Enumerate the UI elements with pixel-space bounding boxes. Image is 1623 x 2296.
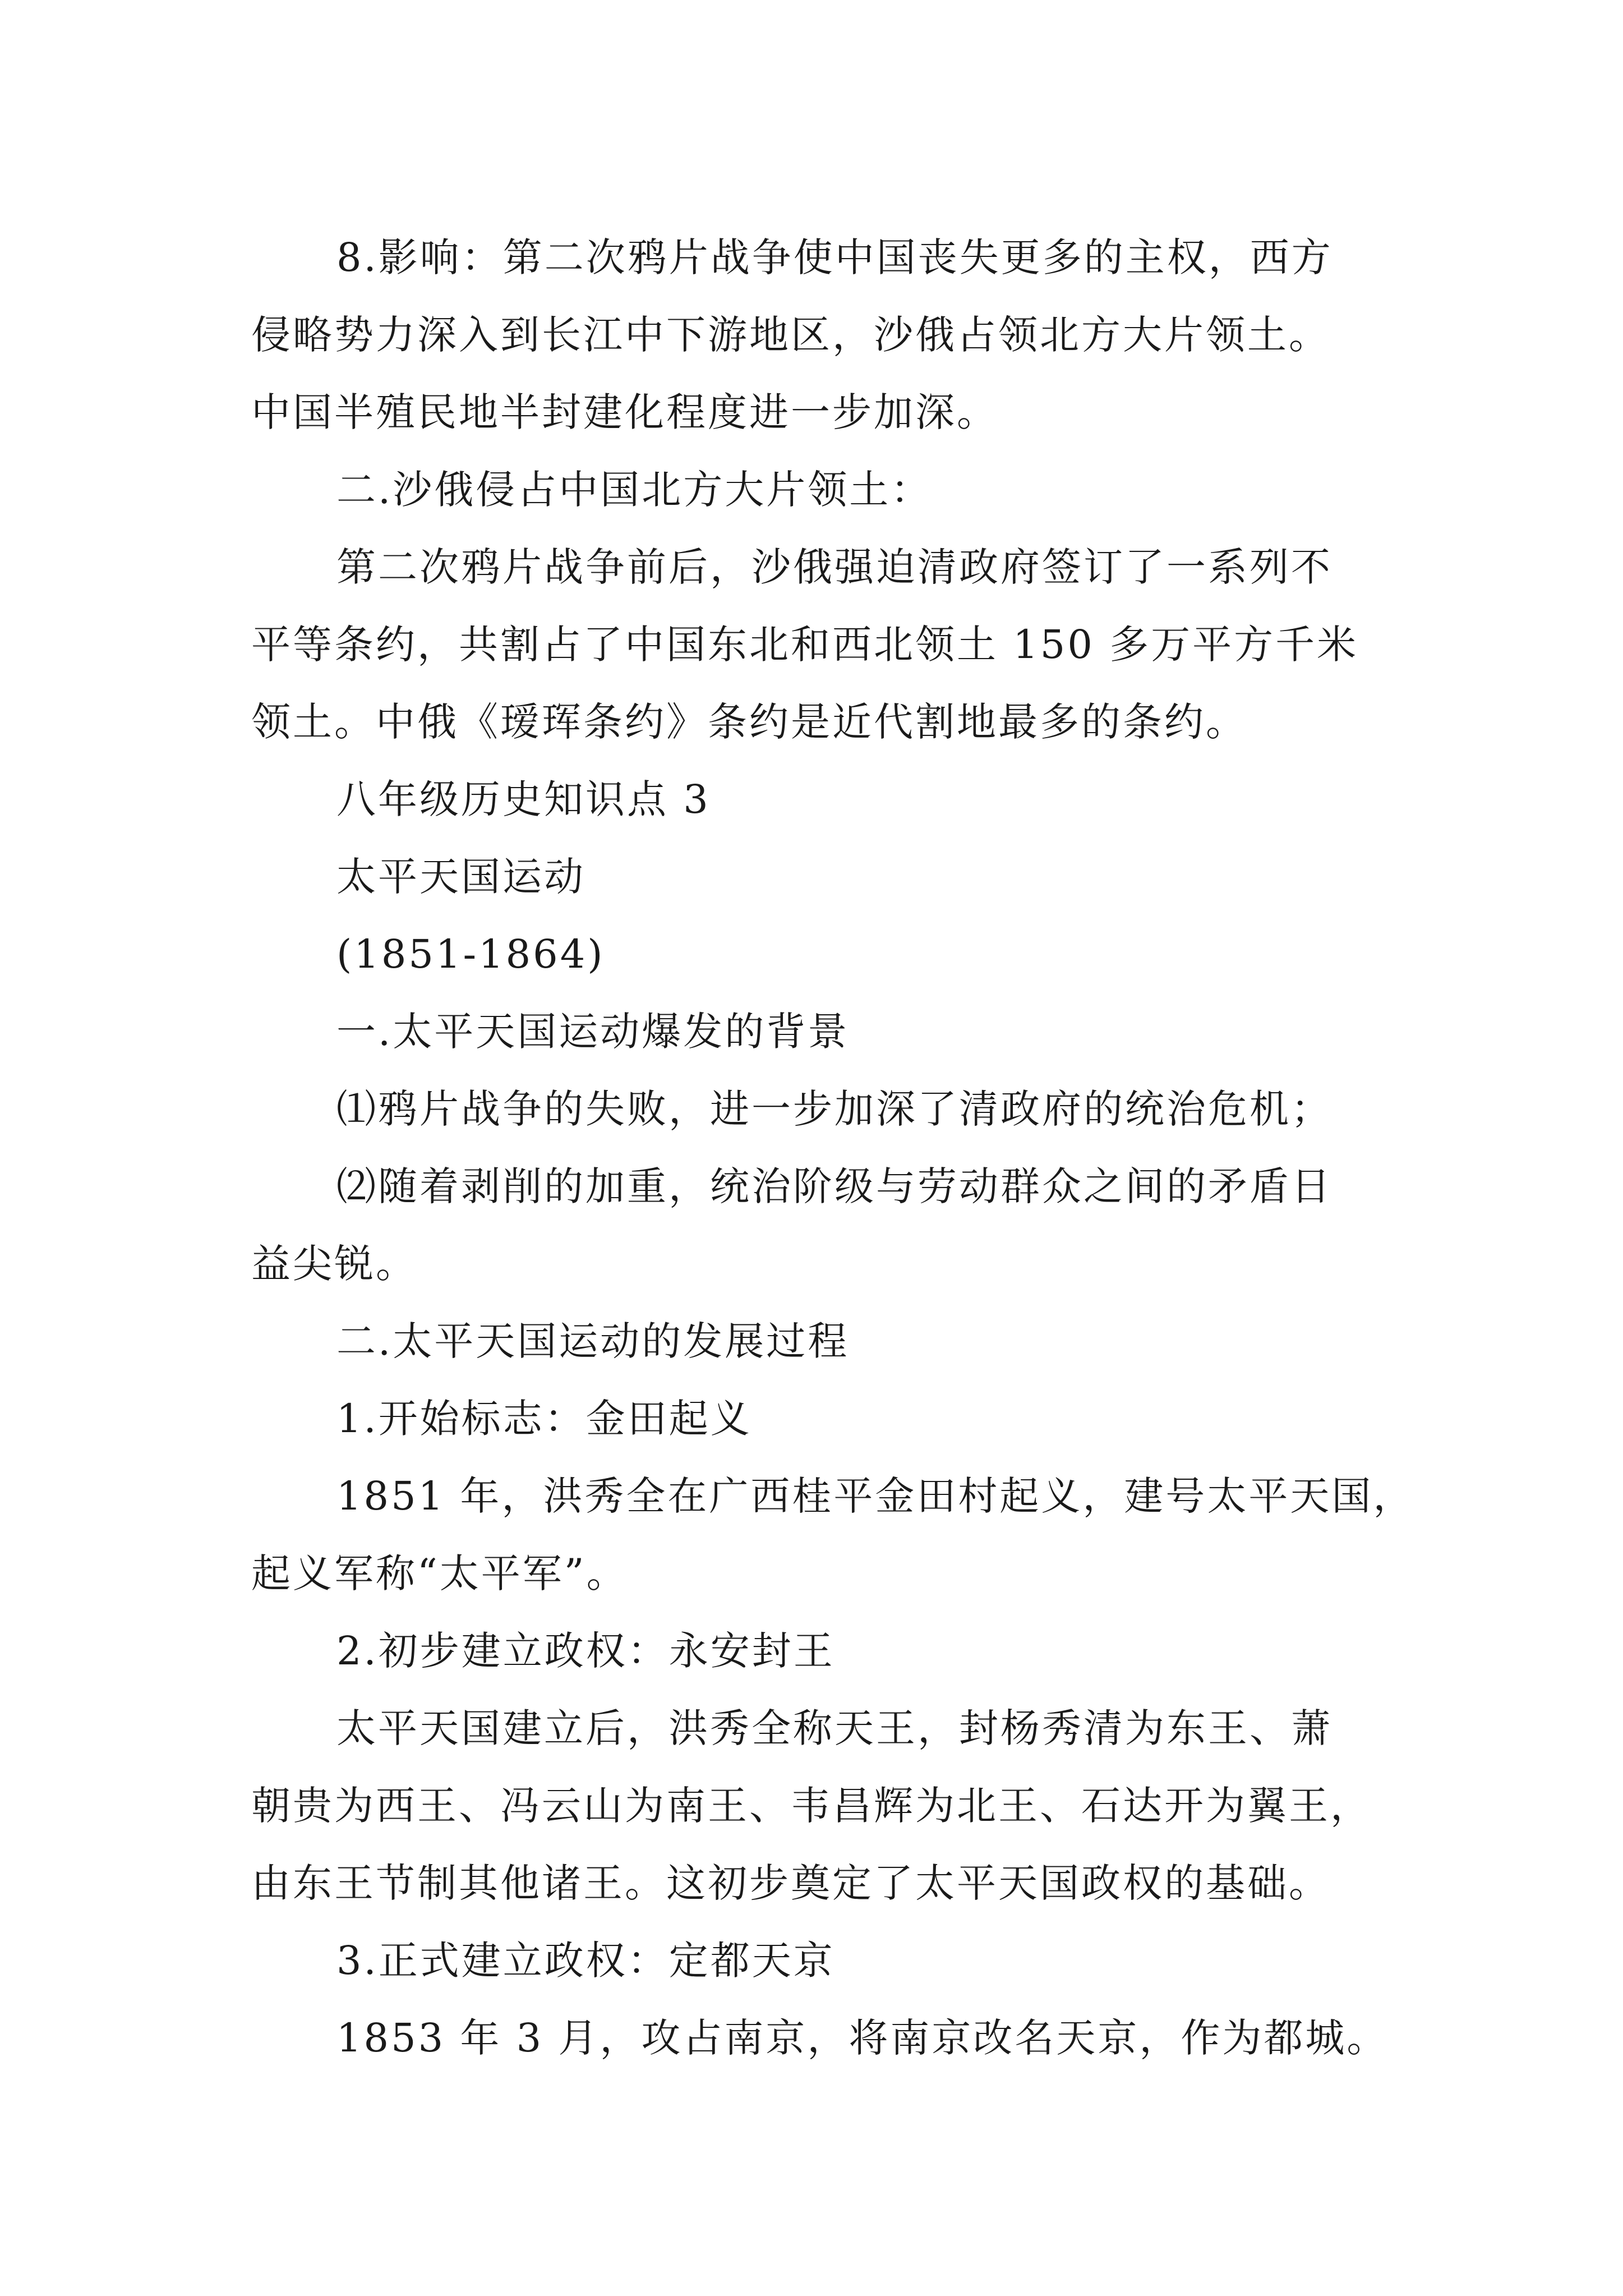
- text-line: 朝贵为西王、冯云山为南王、韦昌辉为北王、石达开为翼王，: [251, 1783, 1372, 1829]
- list-item: ⑵随着剥削的加重，统治阶级与劳动群众之间的矛盾日: [336, 1163, 1332, 1209]
- text-line: 太平天国建立后，洪秀全称天王，封杨秀清为东王、萧: [336, 1705, 1332, 1751]
- text-line: 中国半殖民地半封建化程度进一步加深。: [251, 389, 998, 435]
- list-item: ⑴鸦片战争的失败，进一步加深了清政府的统治危机；: [336, 1086, 1332, 1132]
- section-heading: 二.太平天国运动的发展过程: [336, 1318, 850, 1364]
- text-line: 由东王节制其他诸王。这初步奠定了太平天国政权的基础。: [251, 1860, 1330, 1906]
- topic-heading: 八年级历史知识点 3: [336, 776, 711, 822]
- section-heading: 一.太平天国运动爆发的背景: [336, 1009, 850, 1055]
- text-line: 领土。中俄《瑷珲条约》条约是近代割地最多的条约。: [251, 699, 1247, 745]
- text-line: 1851 年，洪秀全在广西桂平金田村起义，建号太平天国，: [336, 1473, 1415, 1519]
- document-body: [251, 219, 1415, 2077]
- text-line: 1853 年 3 月，攻占南京，将南京改名天京，作为都城。: [336, 2015, 1389, 2061]
- subsection-heading: 3.正式建立政权：定都天京: [336, 1938, 835, 1984]
- text-line: 8.影响：第二次鸦片战争使中国丧失更多的主权，西方: [336, 234, 1333, 280]
- text-line: 益尖锐。: [251, 1241, 417, 1287]
- text-line: 第二次鸦片战争前后，沙俄强迫清政府签订了一系列不: [336, 544, 1332, 590]
- text-line: 平等条约，共割占了中国东北和西北领土 150 多万平方千米: [251, 622, 1359, 668]
- section-heading: 二.沙俄侵占中国北方大片领土：: [336, 467, 933, 513]
- topic-years: (1851-1864): [336, 931, 605, 977]
- topic-title: 太平天国运动: [336, 854, 585, 900]
- text-line: 侵略势力深入到长江中下游地区，沙俄占领北方大片领土。: [251, 312, 1330, 358]
- subsection-heading: 2.初步建立政权：永安封王: [336, 1628, 835, 1674]
- subsection-heading: 1.开始标志：金田起义: [336, 1396, 752, 1442]
- text-line: 起义军称“太平军”。: [251, 1550, 628, 1596]
